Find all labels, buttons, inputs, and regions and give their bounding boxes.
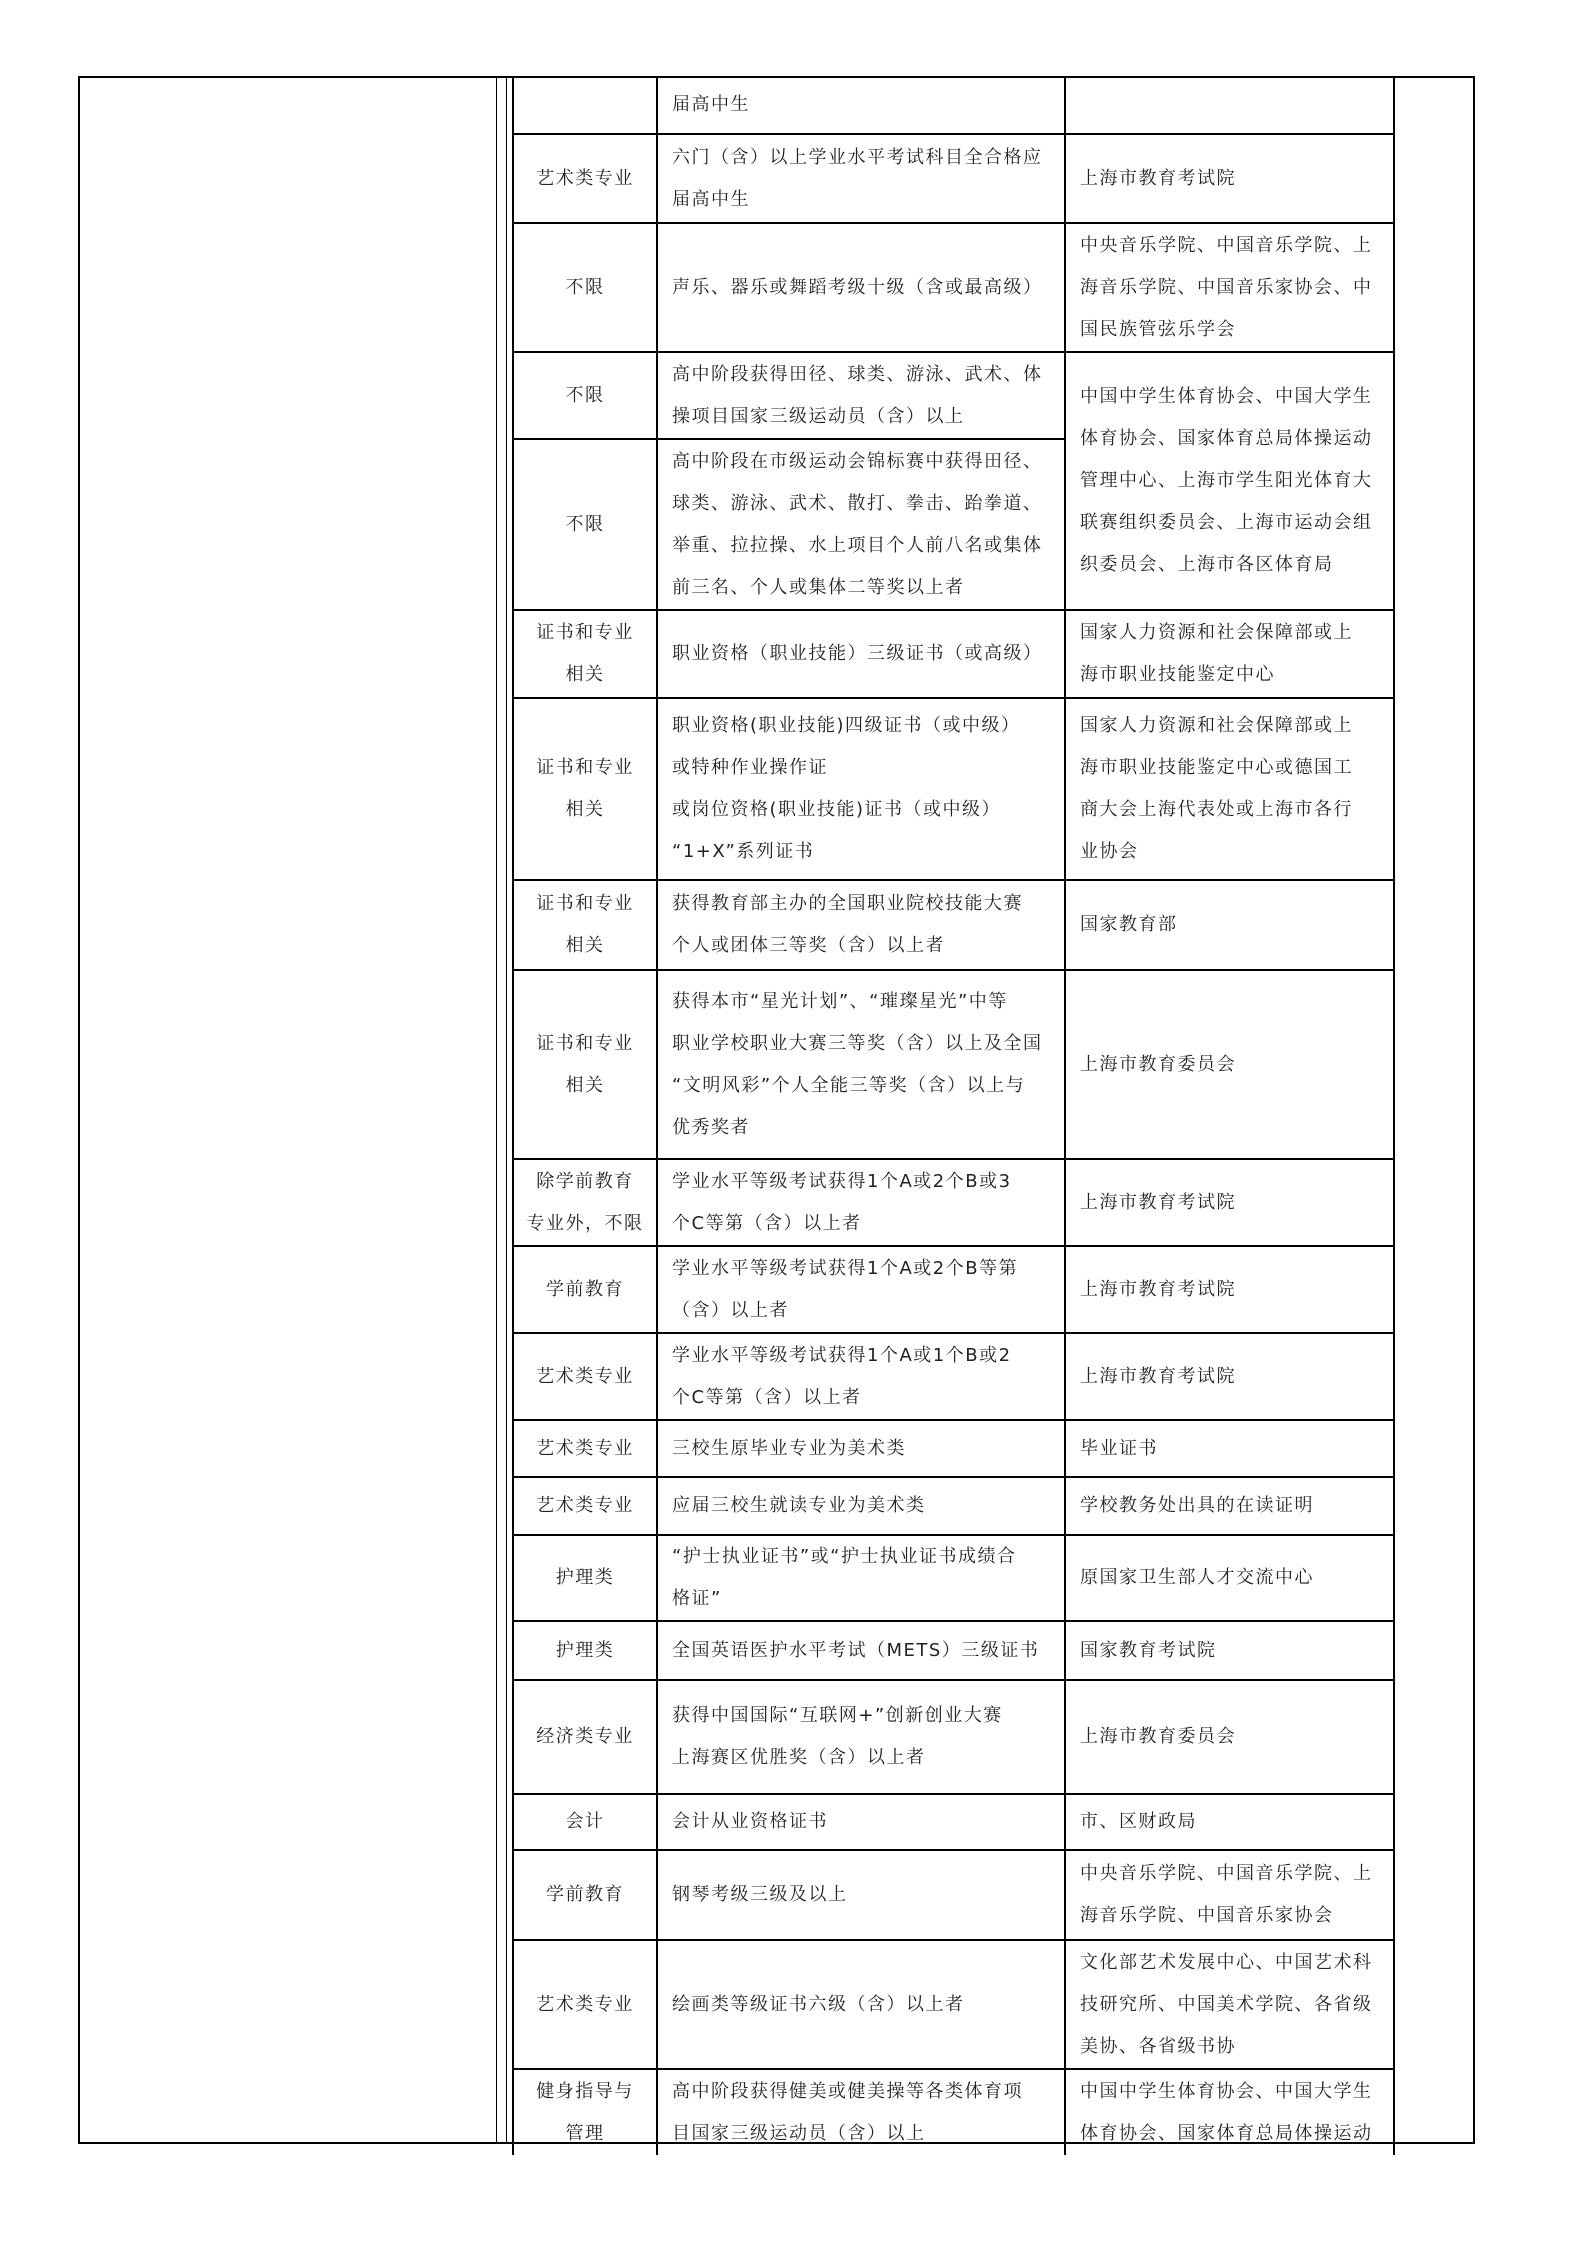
issuer-cell-line: 国家教育考试院 <box>1080 1639 1217 1661</box>
issuer-cell <box>1065 1621 1394 1680</box>
category-cell-line: 护理类 <box>555 1639 615 1661</box>
requirement-cell-line: 格证” <box>672 1588 722 1609</box>
category-cell <box>513 134 657 223</box>
requirement-cell-line: 球类、游泳、武术、散打、拳击、跆拳道、 <box>672 492 1043 514</box>
category-cell <box>513 1680 657 1794</box>
requirement-cell-line: “1+X”系列证书 <box>672 841 815 862</box>
category-cell-line: 会计 <box>565 1811 605 1832</box>
table-row <box>513 970 1394 1159</box>
issuer-cell <box>1065 134 1394 223</box>
requirement-cell <box>657 1621 1065 1680</box>
category-cell-line: 证书和专业 <box>536 757 634 778</box>
category-cell <box>513 970 657 1159</box>
requirement-cell-line: 优秀奖者 <box>672 1116 750 1138</box>
table-row <box>513 223 1394 352</box>
category-cell <box>513 1535 657 1621</box>
issuer-cell-line: 上海市教育考试院 <box>1080 1365 1236 1387</box>
requirement-cell-line: 声乐、器乐或舞蹈考级十级（含或最高级） <box>672 276 1043 298</box>
table-row <box>513 1794 1394 1850</box>
table-row <box>513 1246 1394 1333</box>
requirement-cell <box>657 1159 1065 1246</box>
issuer-cell <box>1065 698 1394 880</box>
category-cell-line: 艺术类专业 <box>536 1495 634 1516</box>
category-cell-line: 相关 <box>565 664 605 685</box>
category-cell <box>513 698 657 880</box>
category-cell <box>513 76 657 134</box>
table-row <box>513 1535 1394 1621</box>
requirement-cell-line: 个C等第（含）以上者 <box>672 1386 862 1408</box>
requirement-cell-line: 绘画类等级证书六级（含）以上者 <box>672 1993 965 2015</box>
issuer-cell <box>1065 1333 1394 1420</box>
issuer-cell-line: 学校教务处出具的在读证明 <box>1080 1495 1314 1516</box>
requirement-cell <box>657 223 1065 352</box>
issuer-cell <box>1065 1680 1394 1794</box>
issuer-cell-line: 中国中学生体育协会、中国大学生 <box>1080 386 1373 407</box>
issuer-cell-line: 文化部艺术发展中心、中国艺术科 <box>1080 1951 1373 1973</box>
table-row <box>513 1940 1394 2069</box>
requirement-cell-line: 获得教育部主办的全国职业院校技能大赛 <box>672 893 1023 914</box>
requirement-cell <box>657 1794 1065 1850</box>
requirement-cell-line: 会计从业资格证书 <box>672 1811 828 1832</box>
category-cell <box>513 1794 657 1850</box>
category-cell <box>513 610 657 698</box>
category-cell-line: 除学前教育 <box>536 1170 634 1192</box>
requirement-cell-line: 举重、拉拉操、水上项目个人前八名或集体 <box>672 534 1043 556</box>
issuer-cell-line: 上海市教育考试院 <box>1080 167 1236 189</box>
table-row <box>513 1420 1394 1477</box>
requirement-cell-line: （含）以上者 <box>672 1299 789 1321</box>
category-cell-line: 证书和专业 <box>536 622 634 643</box>
issuer-cell <box>1065 1159 1394 1246</box>
issuer-cell <box>1065 1940 1394 2069</box>
requirement-cell-line: 个C等第（含）以上者 <box>672 1212 862 1234</box>
requirement-cell-line: 上海赛区优胜奖（含）以上者 <box>672 1747 926 1768</box>
category-cell-line: 相关 <box>565 1074 605 1096</box>
requirement-cell <box>657 1680 1065 1794</box>
issuer-cell <box>1065 1420 1394 1477</box>
issuer-cell-line: 管理中心、上海市学生阳光体育大 <box>1080 470 1373 491</box>
issuer-cell-line: 中央音乐学院、中国音乐学院、上 <box>1080 1863 1373 1884</box>
issuer-cell-line: 海市职业技能鉴定中心 <box>1080 664 1275 685</box>
requirement-cell <box>657 352 1065 439</box>
requirement-cell-line: 应届三校生就读专业为美术类 <box>672 1495 926 1516</box>
issuer-cell-line: 织委员会、上海市各区体育局 <box>1080 554 1334 575</box>
issuer-cell <box>1065 223 1394 352</box>
requirement-cell <box>657 1420 1065 1477</box>
issuer-cell-line: 体育协会、国家体育总局体操运动 <box>1080 428 1373 449</box>
issuer-cell-line: 联赛组织委员会、上海市运动会组 <box>1080 512 1373 533</box>
issuer-cell-line: 市、区财政局 <box>1080 1811 1197 1832</box>
issuer-cell <box>1065 1794 1394 1850</box>
requirement-cell <box>657 2069 1065 2155</box>
requirement-cell <box>657 1940 1065 2069</box>
category-cell-line: 艺术类专业 <box>536 167 634 189</box>
table-row <box>513 610 1394 698</box>
requirement-cell-line: 届高中生 <box>672 188 750 210</box>
requirement-cell-line: 学业水平等级考试获得1个A或2个B等第 <box>672 1257 1019 1279</box>
requirement-cell-line: 学业水平等级考试获得1个A或2个B或3 <box>672 1170 1012 1192</box>
table-row <box>513 1621 1394 1680</box>
column-divider-left <box>496 76 497 2144</box>
table-row <box>513 134 1394 223</box>
requirement-cell <box>657 1246 1065 1333</box>
issuer-cell-line: 海市职业技能鉴定中心或德国工 <box>1080 757 1353 778</box>
issuer-cell-line: 国家人力资源和社会保障部或上 <box>1080 715 1353 736</box>
requirement-cell-line: “护士执业证书”或“护士执业证书成绩合 <box>672 1546 1017 1567</box>
table-row <box>513 880 1394 970</box>
issuer-cell-line: 中国中学生体育协会、中国大学生 <box>1080 2080 1373 2102</box>
issuer-cell <box>1065 970 1394 1159</box>
category-cell-line: 证书和专业 <box>536 1032 634 1054</box>
category-cell-line: 证书和专业 <box>536 893 634 914</box>
category-cell-line: 管理 <box>565 2122 605 2144</box>
issuer-cell-line: 上海市教育考试院 <box>1080 1278 1236 1300</box>
category-cell <box>513 439 657 610</box>
requirement-cell-line: 获得中国国际“互联网+”创新创业大赛 <box>672 1705 1003 1726</box>
requirement-cell-line: 目国家三级运动员（含）以上 <box>672 2122 926 2144</box>
issuer-cell-line: 中央音乐学院、中国音乐学院、上 <box>1080 234 1373 256</box>
requirement-cell-line: 高中阶段在市级运动会锦标赛中获得田径、 <box>672 450 1043 472</box>
issuer-cell-line: 体育协会、国家体育总局体操运动 <box>1080 2122 1373 2144</box>
issuer-cell-line: 海音乐学院、中国音乐家协会 <box>1080 1905 1334 1926</box>
issuer-cell-line: 业协会 <box>1080 841 1139 862</box>
issuer-cell <box>1065 352 1394 610</box>
issuer-cell <box>1065 1535 1394 1621</box>
category-cell-line: 学前教育 <box>546 1278 624 1300</box>
table-row <box>513 1850 1394 1940</box>
category-cell-line: 艺术类专业 <box>536 1993 634 2015</box>
table-row <box>513 1159 1394 1246</box>
requirement-cell-line: 全国英语医护水平考试（METS）三级证书 <box>672 1639 1040 1661</box>
category-cell-line: 护理类 <box>555 1567 615 1588</box>
table-row <box>513 1333 1394 1420</box>
requirement-cell <box>657 76 1065 134</box>
category-cell-line: 相关 <box>565 799 605 820</box>
issuer-cell-line: 国民族管弦乐学会 <box>1080 318 1236 340</box>
category-cell <box>513 1333 657 1420</box>
requirement-cell <box>657 1850 1065 1940</box>
issuer-cell-line: 海音乐学院、中国音乐家协会、中 <box>1080 276 1373 298</box>
requirement-cell-line: 高中阶段获得健美或健美操等各类体育项 <box>672 2080 1023 2102</box>
category-cell-line: 艺术类专业 <box>536 1365 634 1387</box>
requirement-cell-line: 钢琴考级三级及以上 <box>672 1884 848 1905</box>
category-cell-line: 不限 <box>565 513 605 535</box>
category-cell <box>513 223 657 352</box>
requirement-cell-line: 学业水平等级考试获得1个A或1个B或2 <box>672 1344 1012 1366</box>
table-row <box>513 2069 1394 2155</box>
requirement-cell <box>657 1477 1065 1535</box>
category-cell <box>513 880 657 970</box>
requirement-cell <box>657 880 1065 970</box>
issuer-cell-line: 商大会上海代表处或上海市各行 <box>1080 799 1353 820</box>
category-cell <box>513 1477 657 1535</box>
issuer-cell-line: 技研究所、中国美术学院、各省级 <box>1080 1993 1373 2015</box>
issuer-cell <box>1065 1850 1394 1940</box>
requirement-cell-line: 职业资格(职业技能)四级证书（或中级） <box>672 715 1021 736</box>
category-cell <box>513 2069 657 2155</box>
table-row <box>513 352 1394 439</box>
category-cell <box>513 1850 657 1940</box>
category-cell-line: 专业外，不限 <box>526 1212 644 1234</box>
issuer-cell <box>1065 2069 1394 2155</box>
requirement-cell <box>657 439 1065 610</box>
category-cell-line: 相关 <box>565 935 605 956</box>
issuer-cell-line: 国家人力资源和社会保障部或上 <box>1080 622 1353 643</box>
table-row <box>513 76 1394 134</box>
category-cell-line: 经济类专业 <box>536 1726 634 1747</box>
column-divider-left-inner <box>506 76 507 2144</box>
requirement-cell-line: 高中阶段获得田径、球类、游泳、武术、体 <box>672 363 1043 385</box>
requirement-cell-line: 个人或团体三等奖（含）以上者 <box>672 935 945 956</box>
table-row <box>513 1477 1394 1535</box>
category-cell-line: 艺术类专业 <box>536 1437 634 1459</box>
requirement-cell-line: 三校生原毕业专业为美术类 <box>672 1437 906 1459</box>
issuer-cell <box>1065 76 1394 134</box>
requirement-cell <box>657 1333 1065 1420</box>
category-cell-line: 健身指导与 <box>536 2080 634 2102</box>
requirement-cell <box>657 970 1065 1159</box>
table-row <box>513 1680 1394 1794</box>
category-cell-line: 不限 <box>565 276 605 298</box>
requirement-cell <box>657 1535 1065 1621</box>
issuer-cell-line: 上海市教育委员会 <box>1080 1726 1236 1747</box>
issuer-cell <box>1065 1246 1394 1333</box>
requirement-cell-line: 届高中生 <box>672 93 750 115</box>
requirement-cell-line: 或岗位资格(职业技能)证书（或中级） <box>672 799 1002 820</box>
requirement-cell-line: 职业资格（职业技能）三级证书（或高级） <box>672 643 1043 664</box>
table-row <box>513 698 1394 880</box>
issuer-cell-line: 美协、各省级书协 <box>1080 2035 1236 2057</box>
issuer-cell <box>1065 880 1394 970</box>
issuer-cell-line: 原国家卫生部人才交流中心 <box>1080 1567 1314 1588</box>
requirement-cell-line: 或特种作业操作证 <box>672 757 828 778</box>
issuer-cell-line: 上海市教育考试院 <box>1080 1191 1236 1213</box>
issuer-cell <box>1065 1477 1394 1535</box>
requirement-cell <box>657 134 1065 223</box>
issuer-cell-line: 毕业证书 <box>1080 1437 1158 1459</box>
category-cell <box>513 1621 657 1680</box>
issuer-cell-line: 国家教育部 <box>1080 914 1178 935</box>
requirement-cell-line: 获得本市“星光计划”、“璀璨星光”中等 <box>672 990 1008 1012</box>
requirement-cell <box>657 698 1065 880</box>
requirement-cell-line: “文明风彩”个人全能三等奖（含）以上与 <box>672 1074 1026 1096</box>
requirement-cell-line: 前三名、个人或集体二等奖以上者 <box>672 576 965 598</box>
category-cell <box>513 1420 657 1477</box>
requirements-table <box>512 76 1395 2155</box>
requirement-cell-line: 六门（含）以上学业水平考试科目全合格应 <box>672 146 1043 168</box>
category-cell <box>513 1246 657 1333</box>
category-cell-line: 学前教育 <box>546 1884 624 1905</box>
category-cell <box>513 1159 657 1246</box>
requirement-cell <box>657 610 1065 698</box>
issuer-cell-line: 上海市教育委员会 <box>1080 1053 1236 1075</box>
issuer-cell <box>1065 610 1394 698</box>
requirement-cell-line: 操项目国家三级运动员（含）以上 <box>672 405 965 427</box>
category-cell-line: 不限 <box>565 384 605 406</box>
category-cell <box>513 352 657 439</box>
requirement-cell-line: 职业学校职业大赛三等奖（含）以上及全国 <box>672 1032 1043 1054</box>
category-cell <box>513 1940 657 2069</box>
